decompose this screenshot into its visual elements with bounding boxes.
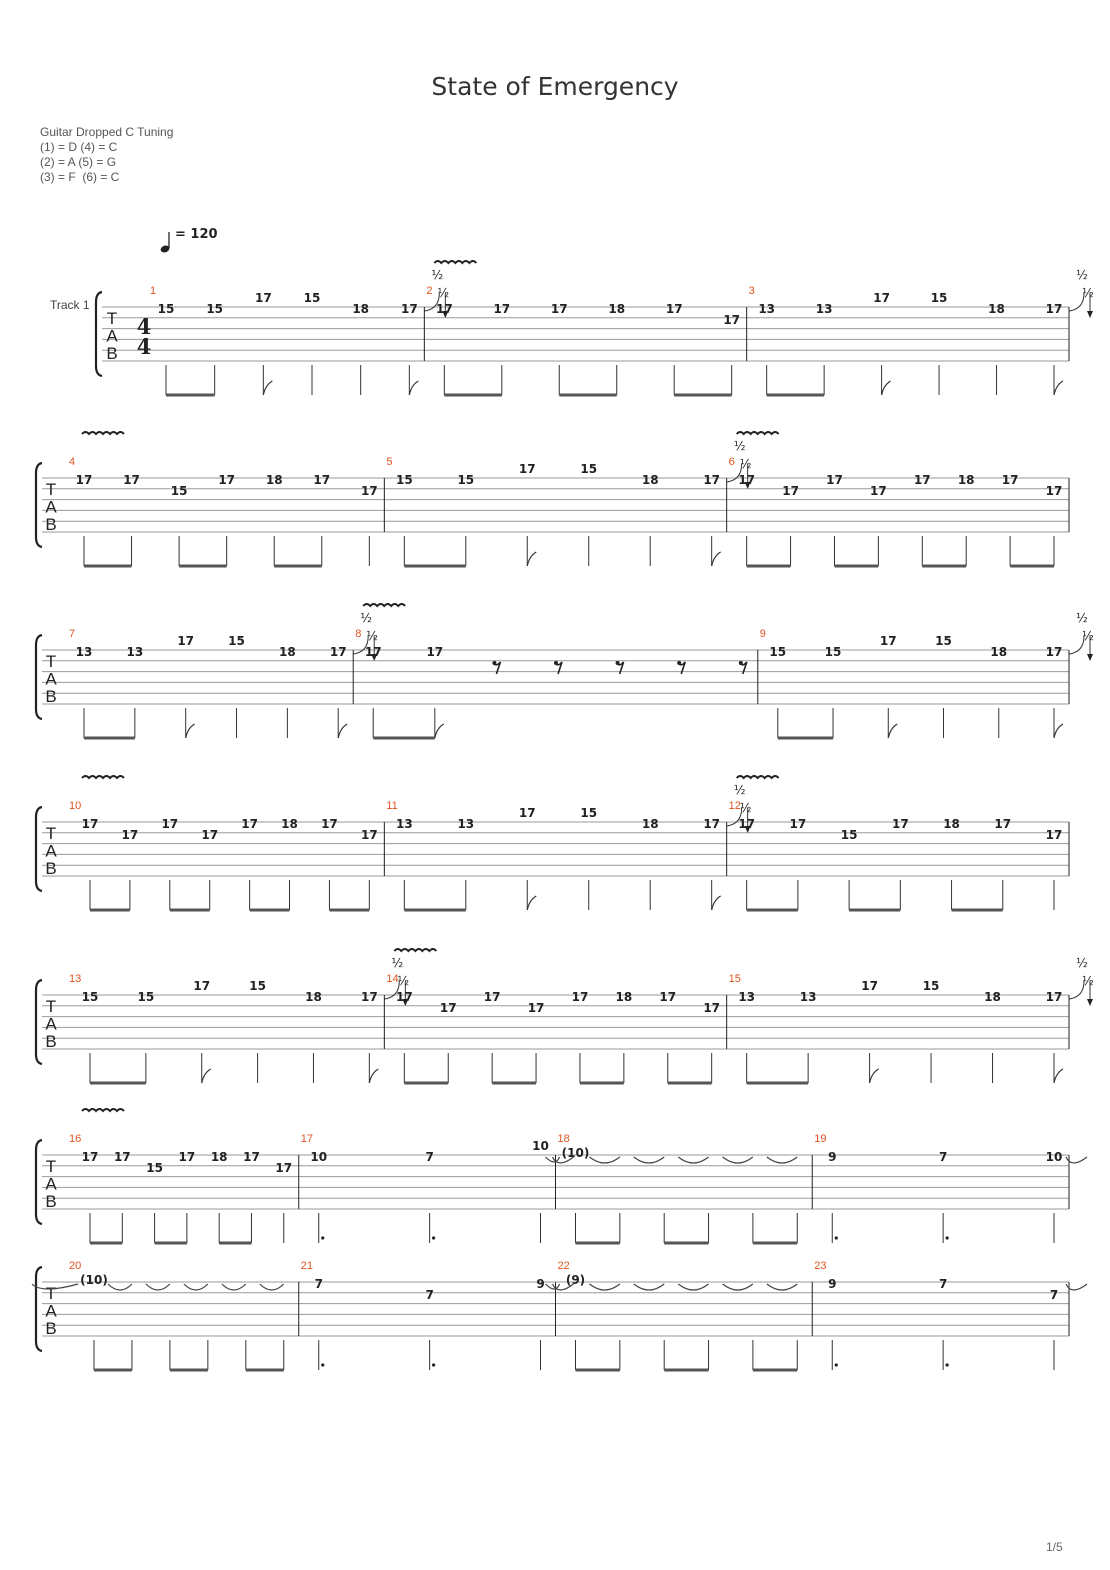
eighth-flag <box>712 552 721 566</box>
tab-system <box>36 432 1069 566</box>
tempo-mark <box>160 227 218 254</box>
rest-dot <box>616 661 620 665</box>
dotted-rhythm-dot <box>946 1363 949 1366</box>
fret-number: 17 <box>659 990 677 1004</box>
system-bracket <box>36 1140 42 1224</box>
bend-amount: ½ <box>431 268 444 282</box>
eighth-flag <box>882 381 891 395</box>
measure-number: 3 <box>748 285 755 297</box>
fret-number: 17 <box>665 302 683 316</box>
fret-number: 17 <box>1045 302 1063 316</box>
fret-number: 17 <box>891 817 909 831</box>
fret-number: 18 <box>305 990 322 1004</box>
fret-number: 17 <box>994 817 1012 831</box>
tuning-line: (1) = D (4) = C <box>40 140 118 154</box>
fret-number: 17 <box>782 484 799 498</box>
fret-number: 15 <box>81 990 99 1004</box>
tab-system <box>36 776 1069 910</box>
fret-number: 17 <box>400 302 418 316</box>
fret-number: 17 <box>81 817 99 831</box>
song-title: State of Emergency <box>431 72 679 101</box>
tab-clef-letter: T <box>45 824 57 843</box>
tab-clef-letter: A <box>45 841 57 861</box>
release-amount: ½ <box>366 629 379 643</box>
fret-number: 17 <box>493 302 511 316</box>
fret-number: 9 <box>828 1150 837 1164</box>
fret-number: 18 <box>957 473 975 487</box>
fret-number: 15 <box>146 1161 163 1175</box>
measure-number: 8 <box>355 628 362 640</box>
fret-number: 17 <box>241 817 258 831</box>
tie-arc <box>590 1284 620 1290</box>
measure-number: 10 <box>69 800 82 812</box>
measure-number: 16 <box>69 1133 82 1145</box>
measure-number: 7 <box>69 628 76 640</box>
tab-clef-letter: A <box>106 326 118 346</box>
release-amount: ½ <box>397 974 410 988</box>
rest-dot <box>492 661 496 665</box>
fret-number: 17 <box>826 473 843 487</box>
fret-number: 17 <box>123 473 140 487</box>
fret-number: (10) <box>80 1273 108 1287</box>
release-arrow-icon <box>1087 999 1093 1006</box>
tab-clef-letter: T <box>45 652 57 671</box>
fret-number: 17 <box>193 979 211 993</box>
vibrato-icon <box>82 1109 124 1111</box>
rest-dot <box>739 661 743 665</box>
tab-systems <box>32 261 1094 1370</box>
bend-amount: ½ <box>1076 268 1088 282</box>
fret-number: 18 <box>990 645 1008 659</box>
fret-number: 18 <box>943 817 960 831</box>
fret-number: 17 <box>201 828 219 842</box>
fret-number: 15 <box>840 828 858 842</box>
fret-number: 18 <box>265 473 283 487</box>
fret-number: 17 <box>360 990 378 1004</box>
fret-number: 15 <box>935 634 952 648</box>
fret-number: 17 <box>518 806 536 820</box>
eighth-flag <box>409 381 418 395</box>
fret-number: 17 <box>703 817 721 831</box>
fret-number: 17 <box>1045 828 1063 842</box>
fret-number: 10 <box>532 1139 549 1153</box>
tie-arc <box>634 1284 664 1290</box>
measure-number: 19 <box>814 1133 827 1145</box>
bend-amount: ½ <box>1076 956 1088 970</box>
fret-number: 15 <box>580 806 598 820</box>
fret-number: 13 <box>758 302 776 316</box>
fret-number: 17 <box>178 1150 196 1164</box>
eighth-flag <box>263 381 272 395</box>
fret-number: 15 <box>206 302 224 316</box>
measure-number: 6 <box>728 456 735 468</box>
fret-number: 17 <box>161 817 179 831</box>
tie-arc <box>590 1157 620 1163</box>
tie-arc <box>767 1157 797 1163</box>
fret-number: 18 <box>352 302 370 316</box>
fret-number: 17 <box>360 828 378 842</box>
tab-clef-letter: T <box>106 309 118 328</box>
vibrato-icon <box>82 432 124 434</box>
tie-arc <box>767 1284 797 1290</box>
vibrato-icon <box>82 776 124 778</box>
tab-clef-letter: B <box>106 344 118 363</box>
eighth-flag <box>186 724 195 738</box>
fret-number: 15 <box>157 302 175 316</box>
fret-number: 13 <box>815 302 833 316</box>
fret-number: 17 <box>313 473 331 487</box>
system-bracket <box>36 807 42 891</box>
fret-number: 17 <box>329 645 347 659</box>
measure-number: 2 <box>426 285 433 297</box>
fret-number: 13 <box>738 990 756 1004</box>
measure-number: 18 <box>557 1133 570 1145</box>
tab-system <box>96 261 1094 395</box>
release-amount: ½ <box>739 457 752 471</box>
fret-number: 17 <box>703 473 721 487</box>
tab-clef-letter: T <box>45 1284 57 1303</box>
dotted-rhythm-dot <box>432 1236 435 1239</box>
fret-number: 15 <box>303 291 321 305</box>
time-signature-bottom: 4 <box>136 334 152 359</box>
tab-clef-letter: B <box>45 515 57 534</box>
fret-number: 18 <box>641 473 659 487</box>
tab-clef-letter: B <box>45 1032 57 1051</box>
fret-number: 17 <box>879 634 897 648</box>
measure-number: 15 <box>728 973 741 985</box>
fret-number: 18 <box>279 645 296 659</box>
fret-number: 17 <box>439 1001 457 1015</box>
dotted-rhythm-dot <box>946 1236 949 1239</box>
fret-number: 10 <box>1045 1150 1063 1164</box>
tab-clef-letter: B <box>45 859 57 878</box>
tab-system <box>36 604 1094 738</box>
fret-number: 15 <box>457 473 475 487</box>
tab-system <box>32 1260 1087 1370</box>
fret-number: 17 <box>738 817 756 831</box>
fret-number: 17 <box>218 473 236 487</box>
fret-number: 17 <box>1001 473 1019 487</box>
fret-number: 15 <box>930 291 948 305</box>
dotted-rhythm-dot <box>321 1363 324 1366</box>
page-number: 1/5 <box>1046 1540 1063 1554</box>
fret-number: 13 <box>799 990 817 1004</box>
eighth-flag <box>1054 1069 1063 1083</box>
tab-clef-letter: B <box>45 1319 57 1338</box>
tempo-value: = 120 <box>175 227 218 242</box>
system-bracket <box>96 292 102 376</box>
rest-dot <box>554 661 558 665</box>
tie-arc <box>678 1157 708 1163</box>
tab-clef-letter: T <box>45 1157 57 1176</box>
release-amount: ½ <box>1082 286 1094 300</box>
track-label: Track 1 <box>50 298 90 312</box>
tab-system <box>36 949 1094 1083</box>
fret-number: 17 <box>254 291 272 305</box>
fret-number: 17 <box>426 645 444 659</box>
measure-number: 20 <box>69 1260 82 1272</box>
fret-number: 18 <box>641 817 659 831</box>
fret-number: 17 <box>738 473 756 487</box>
fret-number: (10) <box>561 1146 590 1160</box>
fret-number: 18 <box>210 1150 228 1164</box>
fret-number: 17 <box>1045 990 1063 1004</box>
fret-number: 15 <box>249 979 266 993</box>
fret-number: 13 <box>75 645 93 659</box>
fret-number: 17 <box>1045 484 1063 498</box>
fret-number: 18 <box>281 817 298 831</box>
fret-number: 7 <box>314 1277 323 1291</box>
measure-number: 14 <box>386 973 399 985</box>
fret-number: 15 <box>824 645 842 659</box>
fret-number: 17 <box>275 1161 293 1175</box>
eighth-flag <box>1054 724 1063 738</box>
eighth-flag <box>435 724 444 738</box>
measure-number: 13 <box>69 973 82 985</box>
eighth-flag <box>527 896 536 910</box>
eighth-flag <box>888 724 897 738</box>
vibrato-icon <box>394 949 436 951</box>
tab-clef-letter: B <box>45 1192 57 1211</box>
eighth-flag <box>870 1069 879 1083</box>
fret-number: 17 <box>81 1150 99 1164</box>
tie-arc <box>723 1157 753 1163</box>
tab-clef-letter: T <box>45 480 57 499</box>
tab-clef-letter: B <box>45 687 57 706</box>
tie-arc <box>260 1284 284 1290</box>
release-arrow-icon <box>1087 654 1093 661</box>
system-bracket <box>36 1267 42 1351</box>
eighth-flag <box>202 1069 211 1083</box>
release-amount: ½ <box>437 286 450 300</box>
fret-number: 18 <box>608 302 626 316</box>
tuning-line: (3) = F (6) = C <box>40 170 120 184</box>
tie-arc <box>678 1284 708 1290</box>
tab-clef-letter: T <box>45 997 57 1016</box>
system-bracket <box>36 463 42 547</box>
fret-number: 15 <box>580 462 598 476</box>
vibrato-icon <box>737 776 779 778</box>
measure-number: 9 <box>759 628 766 640</box>
bend-amount: ½ <box>360 611 373 625</box>
fret-number: 17 <box>518 462 536 476</box>
system-bracket <box>36 635 42 719</box>
fret-number: 17 <box>1045 645 1063 659</box>
fret-number: 15 <box>922 979 940 993</box>
tie-arc <box>634 1157 664 1163</box>
measure-number: 12 <box>728 800 741 812</box>
rest-dot <box>677 661 681 665</box>
tab-clef-letter: A <box>45 1014 57 1034</box>
tie-arc <box>146 1284 170 1290</box>
fret-number: 7 <box>425 1150 434 1164</box>
eighth-flag <box>338 724 347 738</box>
fret-number: 18 <box>984 990 1001 1004</box>
tuning-line: (2) = A (5) = G <box>40 155 117 169</box>
system-bracket <box>36 980 42 1064</box>
fret-number: 7 <box>425 1288 434 1302</box>
vibrato-icon <box>434 261 476 263</box>
fret-number: 17 <box>789 817 807 831</box>
fret-number: 17 <box>360 484 378 498</box>
fret-number: 17 <box>177 634 195 648</box>
dotted-rhythm-dot <box>835 1363 838 1366</box>
measure-number: 4 <box>69 456 76 468</box>
release-amount: ½ <box>1082 629 1094 643</box>
fret-number: 15 <box>170 484 188 498</box>
fret-number: 9 <box>536 1277 545 1291</box>
tie-arc <box>723 1284 753 1290</box>
tab-system <box>36 1109 1087 1243</box>
vibrato-icon <box>363 604 405 606</box>
tie-arc <box>108 1284 132 1290</box>
measure-number: 22 <box>557 1260 570 1272</box>
tab-clef-letter: A <box>45 497 57 517</box>
fret-number: 7 <box>1049 1288 1059 1302</box>
fret-number: 17 <box>321 817 338 831</box>
fret-number: 17 <box>870 484 887 498</box>
fret-number: 15 <box>137 990 155 1004</box>
fret-number: 17 <box>723 313 741 327</box>
fret-number: 17 <box>113 1150 131 1164</box>
measure-number: 11 <box>386 800 398 812</box>
bend-amount: ½ <box>733 783 746 797</box>
dotted-rhythm-dot <box>321 1236 324 1239</box>
fret-number: 17 <box>550 302 568 316</box>
measure-number: 1 <box>150 285 157 297</box>
tab-clef-letter: A <box>45 669 57 689</box>
fret-number: 17 <box>913 473 931 487</box>
fret-number: 17 <box>527 1001 545 1015</box>
fret-number: 10 <box>310 1150 328 1164</box>
fret-number: 18 <box>988 302 1005 316</box>
fret-number: 17 <box>571 990 589 1004</box>
fret-number: (9) <box>565 1273 586 1287</box>
fret-number: 18 <box>615 990 633 1004</box>
fret-number: 17 <box>873 291 890 305</box>
fret-number: 17 <box>243 1150 260 1164</box>
fret-number: 17 <box>395 990 413 1004</box>
eighth-flag <box>1054 381 1063 395</box>
fret-number: 13 <box>457 817 475 831</box>
tie-arc <box>222 1284 246 1290</box>
vibrato-icon <box>737 432 779 434</box>
fret-number: 9 <box>828 1277 837 1291</box>
tie-arc <box>184 1284 208 1290</box>
measure-number: 17 <box>300 1133 313 1145</box>
fret-number: 17 <box>121 828 139 842</box>
bend-amount: ½ <box>1076 611 1088 625</box>
fret-number: 7 <box>938 1277 948 1291</box>
measure-number: 5 <box>386 456 393 468</box>
tab-clef-letter: A <box>45 1174 57 1194</box>
eighth-flag <box>527 552 536 566</box>
fret-number: 17 <box>861 979 878 993</box>
time-signature-top: 4 <box>136 314 152 339</box>
release-amount: ½ <box>1082 974 1094 988</box>
eighth-flag <box>369 1069 378 1083</box>
tab-clef-letter: A <box>45 1301 57 1321</box>
fret-number: 15 <box>769 645 787 659</box>
fret-number: 17 <box>75 473 93 487</box>
fret-number: 15 <box>228 634 245 648</box>
bend-amount: ½ <box>391 956 404 970</box>
fret-number: 17 <box>364 645 382 659</box>
eighth-flag <box>712 896 721 910</box>
release-arrow-icon <box>1087 311 1093 318</box>
fret-number: 17 <box>483 990 501 1004</box>
fret-number: 17 <box>435 302 453 316</box>
bend-amount: ½ <box>733 439 746 453</box>
dotted-rhythm-dot <box>432 1363 435 1366</box>
dotted-rhythm-dot <box>835 1236 838 1239</box>
fret-number: 13 <box>126 645 144 659</box>
tuning-name: Guitar Dropped C Tuning <box>40 125 174 139</box>
release-amount: ½ <box>739 801 752 815</box>
fret-number: 17 <box>703 1001 721 1015</box>
measure-number: 21 <box>300 1260 313 1272</box>
fret-number: 13 <box>395 817 413 831</box>
fret-number: 15 <box>395 473 413 487</box>
measure-number: 23 <box>814 1260 827 1272</box>
fret-number: 7 <box>938 1150 948 1164</box>
